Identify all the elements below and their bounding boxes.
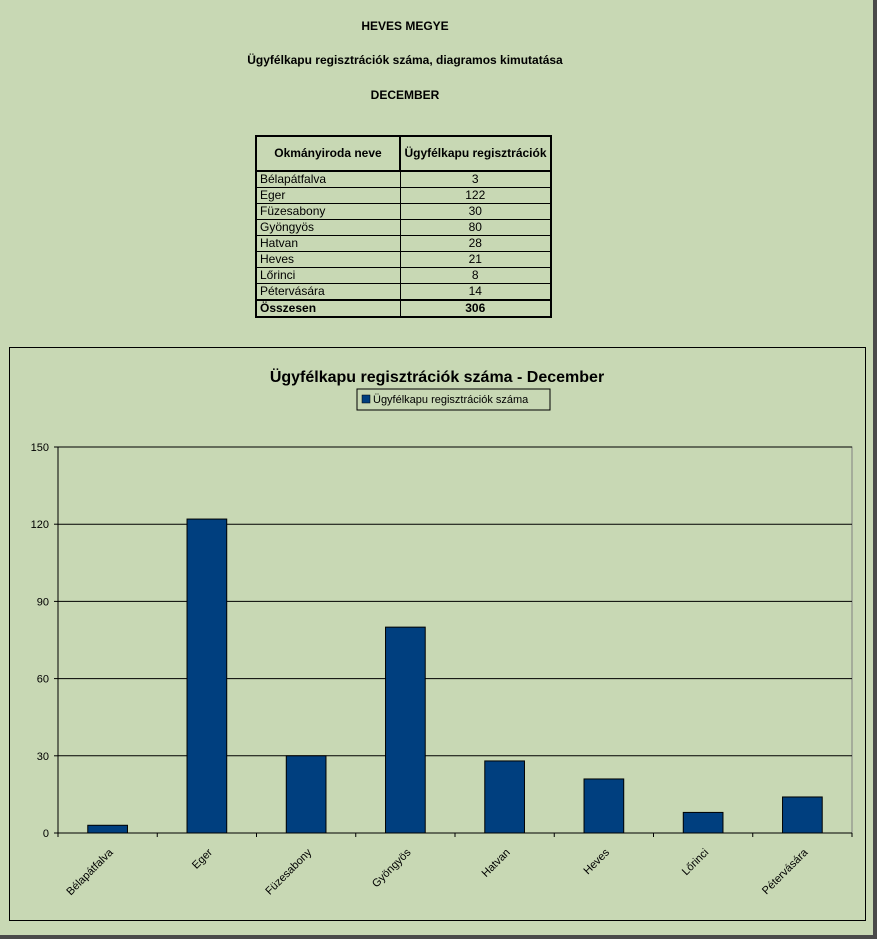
table-total-row — [256, 300, 551, 317]
legend-label: Ügyfélkapu regisztrációk száma — [373, 394, 529, 406]
registration-count: 21 — [400, 252, 551, 268]
table-row — [256, 204, 551, 220]
table-row — [256, 171, 551, 188]
registration-count: 14 — [400, 284, 551, 301]
registration-count: 3 — [400, 171, 551, 188]
y-tick-label: 150 — [30, 442, 49, 454]
office-name: Bélapátfalva — [256, 171, 400, 188]
registration-count: 30 — [400, 204, 551, 220]
table-row — [256, 188, 551, 204]
report-subtitle: Ügyfélkapu regisztrációk száma, diagramos kimutatása — [247, 53, 563, 67]
office-name: Gyöngyös — [256, 220, 400, 236]
office-name: Lőrinci — [256, 268, 400, 284]
window-frame-right — [873, 0, 877, 939]
plot-background — [58, 447, 852, 833]
table-row — [256, 268, 551, 284]
window-frame-bottom — [0, 935, 877, 939]
bar-2 — [286, 756, 326, 833]
office-name: Hatvan — [256, 236, 400, 252]
chart-legend — [357, 389, 550, 410]
chart-title: Ügyfélkapu regisztrációk száma - December — [269, 369, 605, 386]
bar-chart — [10, 348, 865, 920]
month-heading: DECEMBER — [370, 88, 440, 102]
y-tick-label: 120 — [30, 519, 49, 532]
registration-count: 28 — [400, 236, 551, 252]
x-tick-label: Pétervására — [760, 846, 811, 898]
table-row — [256, 236, 551, 252]
bar-5 — [584, 779, 624, 833]
total-label: Összesen — [256, 300, 400, 317]
office-name: Eger — [256, 188, 400, 204]
y-tick-label: 0 — [42, 828, 49, 840]
bar-7 — [783, 797, 823, 833]
bar-1 — [187, 519, 227, 833]
plot-area — [31, 442, 852, 898]
y-tick-label: 60 — [36, 673, 49, 686]
bar-3 — [386, 627, 426, 833]
bar-0 — [88, 825, 128, 833]
table-row — [256, 220, 551, 236]
x-tick-label: Hatvan — [479, 846, 513, 880]
county-heading: HEVES MEGYE — [361, 19, 449, 33]
x-tick-label: Lőrinci — [679, 846, 712, 879]
table-row — [256, 252, 551, 268]
x-tick-label: Gyöngyös — [369, 846, 414, 891]
x-tick-label: Eger — [190, 846, 215, 872]
registration-count: 80 — [400, 220, 551, 236]
x-tick-label: Heves — [581, 846, 612, 878]
bar-6 — [683, 812, 723, 833]
total-value: 306 — [400, 300, 551, 317]
office-name: Pétervására — [256, 284, 400, 301]
column-header-office: Okmányiroda neve — [256, 136, 400, 171]
registration-count: 122 — [400, 188, 551, 204]
y-tick-label: 90 — [36, 596, 49, 609]
registration-count: 8 — [400, 268, 551, 284]
registrations-table — [255, 135, 552, 318]
chart-area — [9, 347, 866, 921]
legend-swatch — [362, 395, 370, 403]
office-name: Heves — [256, 252, 400, 268]
x-tick-label: Bélapátfalva — [64, 846, 116, 898]
x-tick-label: Füzesabony — [263, 846, 315, 898]
table-row — [256, 284, 551, 301]
column-header-count: Ügyfélkapu regisztrációk — [400, 136, 551, 171]
y-tick-label: 30 — [36, 750, 49, 763]
office-name: Füzesabony — [256, 204, 400, 220]
bar-4 — [485, 761, 525, 833]
table-header-row — [256, 136, 551, 171]
